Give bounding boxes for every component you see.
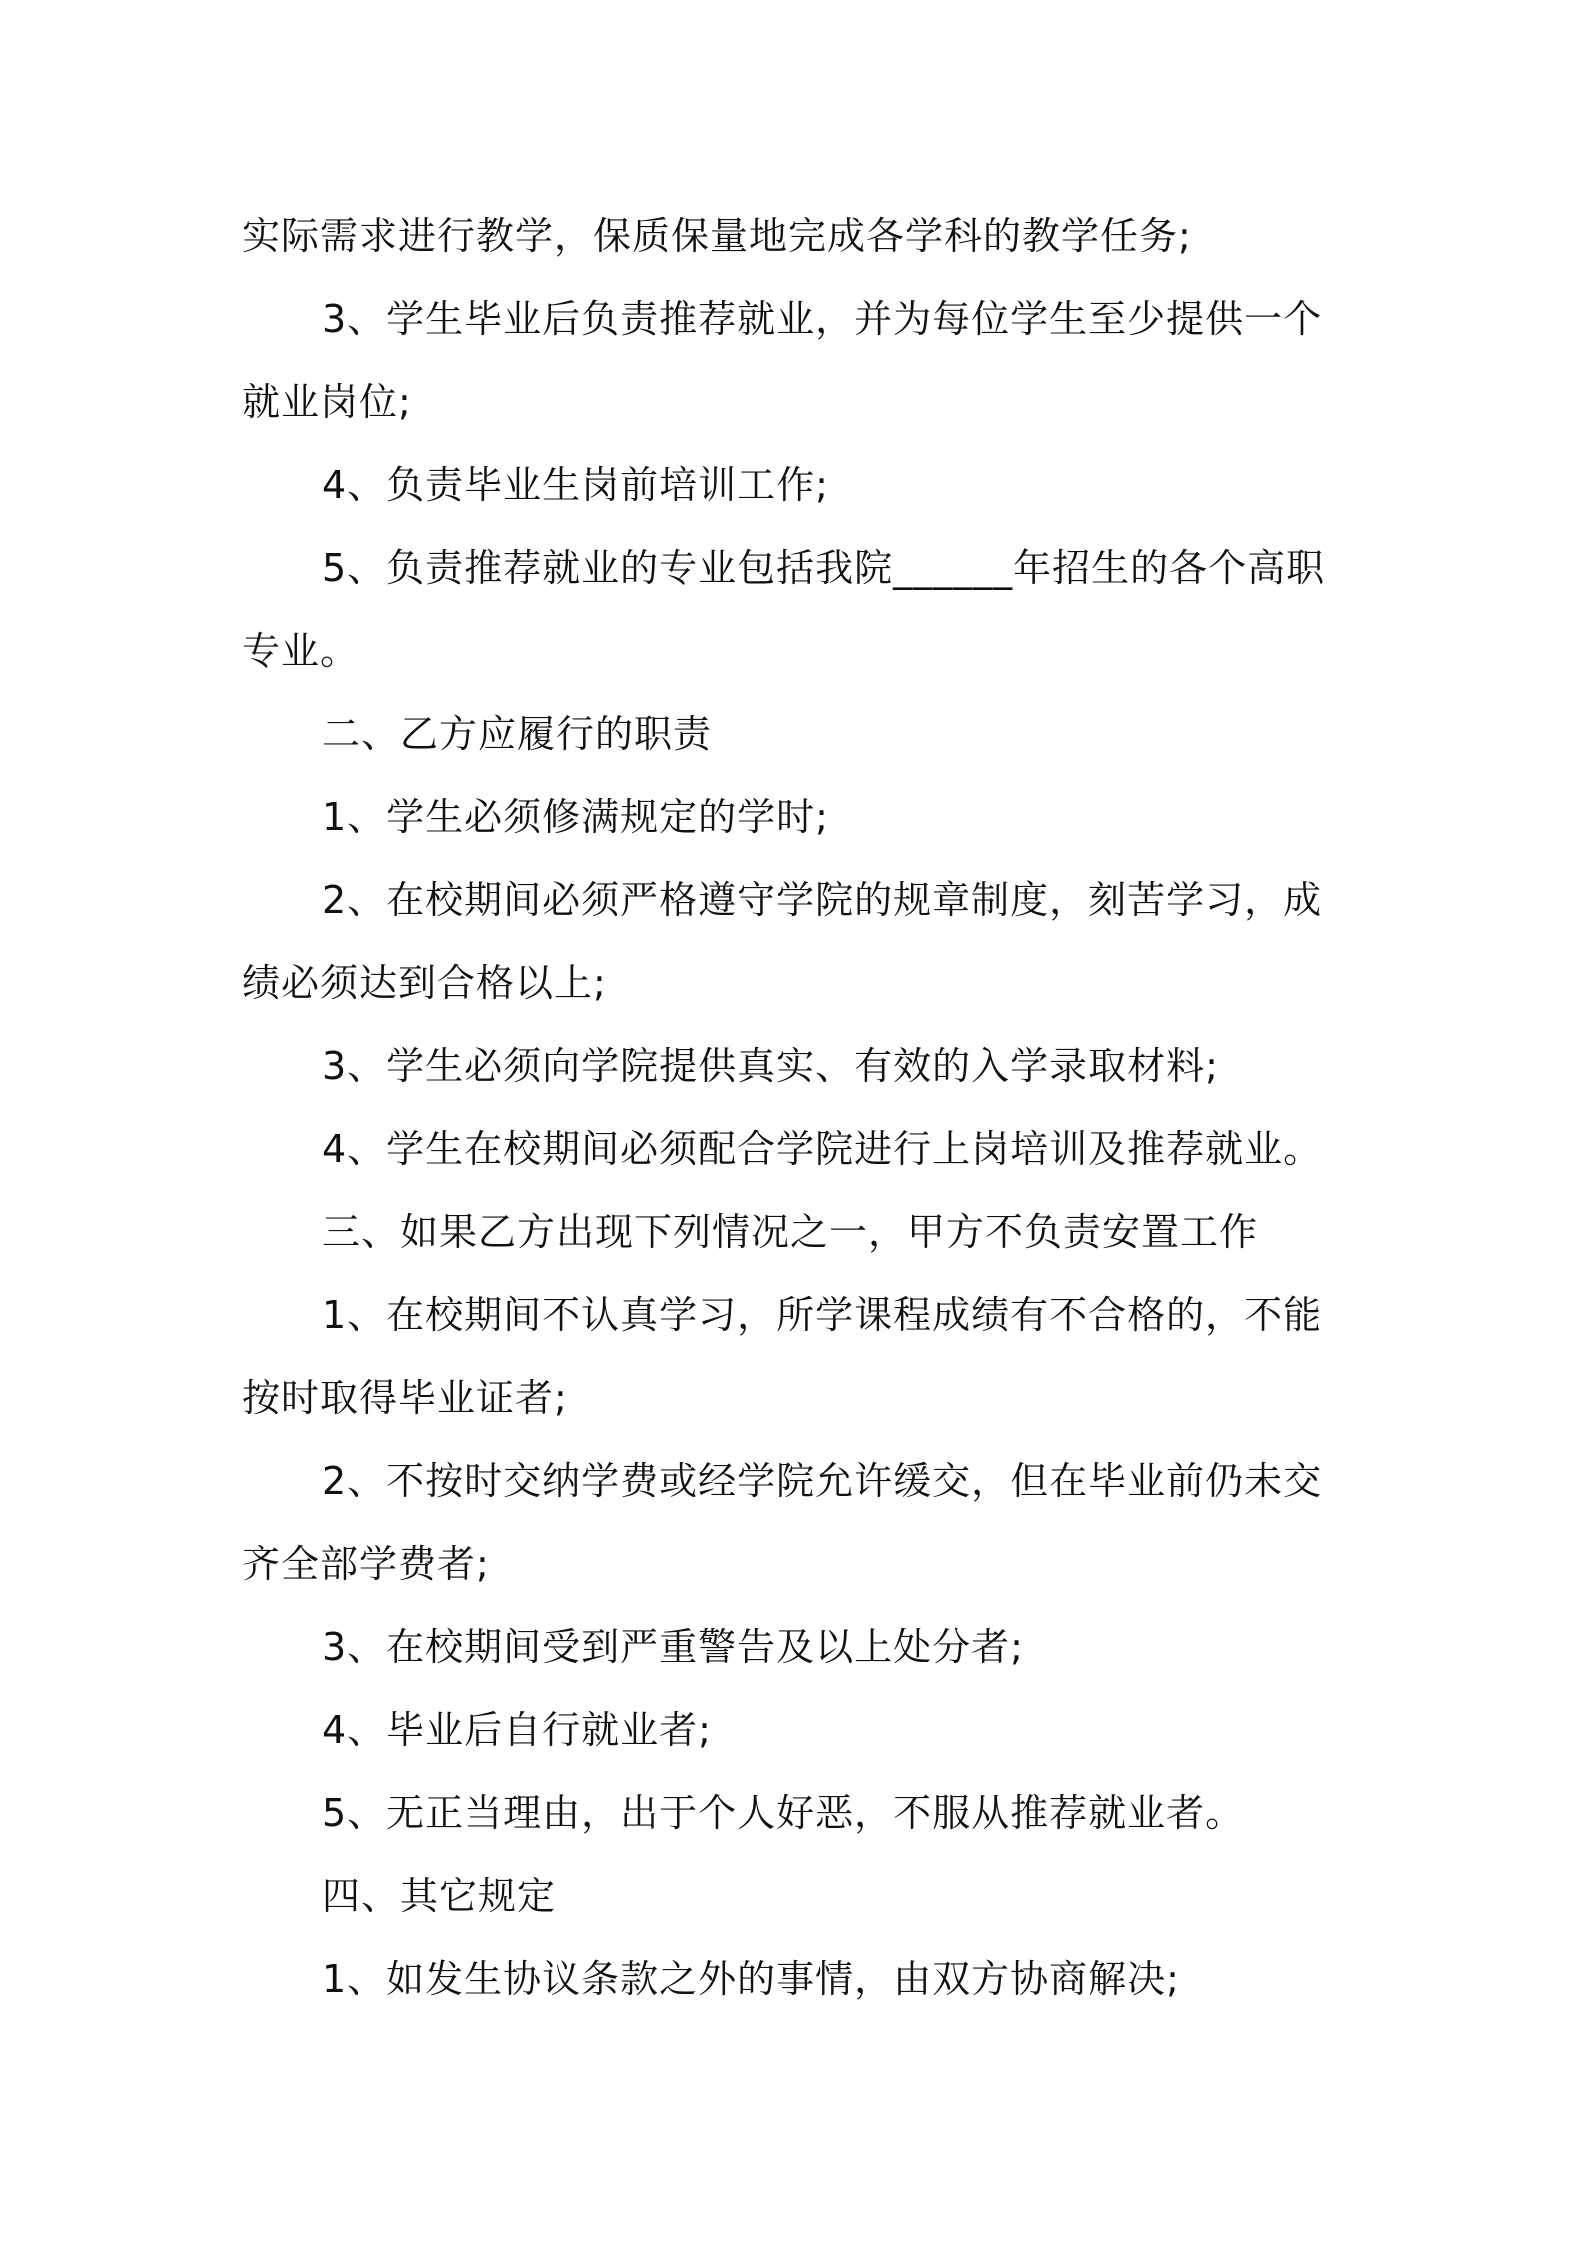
paragraph-line: 1、学生必须修满规定的学时; <box>322 795 829 839</box>
paragraph-line: 绩必须达到合格以上; <box>242 961 607 1005</box>
section-heading: 四、其它规定 <box>322 1874 557 1918</box>
paragraph-line: 1、如发生协议条款之外的事情，由双方协商解决; <box>322 1957 1180 2001</box>
paragraph-line: 1、在校期间不认真学习，所学课程成绩有不合格的，不能 <box>322 1293 1323 1337</box>
paragraph-line: 就业岗位; <box>242 380 412 424</box>
paragraph-line: 2、不按时交纳学费或经学院允许缓交，但在毕业前仍未交 <box>322 1459 1323 1503</box>
paragraph-line: 实际需求进行教学，保质保量地完成各学科的教学任务; <box>242 214 1192 258</box>
paragraph-line: 4、负责毕业生岗前培训工作; <box>322 463 829 507</box>
paragraph-line: 5、无正当理由，出于个人好恶，不服从推荐就业者。 <box>322 1791 1245 1835</box>
paragraph-line: 4、学生在校期间必须配合学院进行上岗培训及推荐就业。 <box>322 1127 1323 1171</box>
paragraph-line: 2、在校期间必须严格遵守学院的规章制度，刻苦学习，成 <box>322 878 1323 922</box>
paragraph-line: 齐全部学费者; <box>242 1542 490 1586</box>
paragraph-line: 5、负责推荐就业的专业包括我院______年招生的各个高职 <box>322 546 1326 590</box>
paragraph-line: 按时取得毕业证者; <box>242 1376 568 1420</box>
paragraph-line: 3、学生必须向学院提供真实、有效的入学录取材料; <box>322 1044 1219 1088</box>
section-heading: 二、乙方应履行的职责 <box>322 712 713 756</box>
paragraph-line: 3、学生毕业后负责推荐就业，并为每位学生至少提供一个 <box>322 297 1323 341</box>
paragraph-line: 专业。 <box>242 629 360 673</box>
paragraph-line: 3、在校期间受到严重警告及以上处分者; <box>322 1625 1024 1669</box>
document-body <box>242 195 1352 2021</box>
section-heading: 三、如果乙方出现下列情况之一，甲方不负责安置工作 <box>322 1210 1259 1254</box>
paragraph-line: 4、毕业后自行就业者; <box>322 1708 712 1752</box>
